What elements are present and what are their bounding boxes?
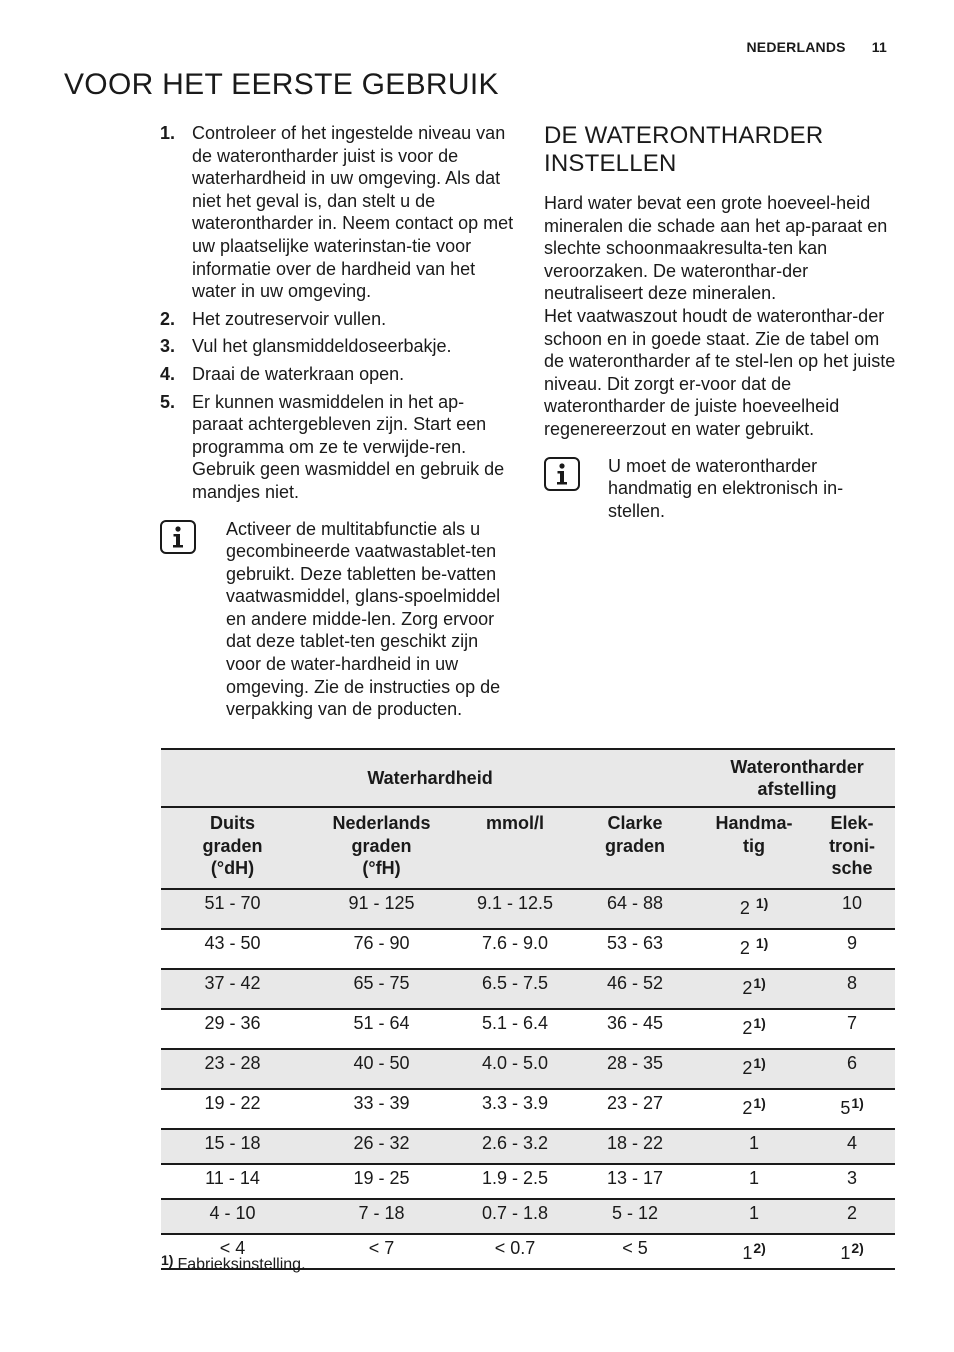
footnote-marker: 1) bbox=[161, 1252, 174, 1268]
table-cell-electronic bbox=[809, 1164, 895, 1199]
table-cell-dh: 43 - 50 bbox=[161, 929, 304, 969]
footnote-text: Fabrieksinstelling. bbox=[177, 1256, 306, 1273]
section-title-line2: INSTELLEN bbox=[544, 150, 677, 177]
table-cell-mmol: 0.7 - 1.8 bbox=[459, 1199, 571, 1234]
table-cell-clarke: 36 - 45 bbox=[571, 1009, 699, 1049]
cell-value: 2 bbox=[742, 1018, 753, 1038]
page-title: VOOR HET EERSTE GEBRUIK bbox=[64, 68, 499, 101]
table-cell-dh: 23 - 28 bbox=[161, 1049, 304, 1089]
column-header bbox=[809, 807, 895, 889]
table-cell-mmol: 3.3 - 3.9 bbox=[459, 1089, 571, 1129]
table-cell-dh: 11 - 14 bbox=[161, 1164, 304, 1199]
column-header bbox=[304, 807, 459, 889]
table-group-header-row bbox=[161, 749, 895, 807]
table-cell-mmol: 7.6 - 9.0 bbox=[459, 929, 571, 969]
table-row bbox=[161, 1009, 895, 1049]
table-row bbox=[161, 1089, 895, 1129]
table-cell-dh: 37 - 42 bbox=[161, 969, 304, 1009]
footnote-ref: 1) bbox=[753, 1055, 766, 1071]
table-cell-clarke: 46 - 52 bbox=[571, 969, 699, 1009]
table-cell-clarke: 53 - 63 bbox=[571, 929, 699, 969]
footnote-ref: 1) bbox=[753, 1095, 766, 1111]
column-header-line: Handma- bbox=[715, 813, 793, 833]
footnote-ref: 1) bbox=[755, 895, 769, 911]
table-cell-mmol: 2.6 - 3.2 bbox=[459, 1129, 571, 1164]
table-cell-electronic bbox=[809, 889, 895, 929]
table-cell-manual bbox=[699, 1049, 809, 1089]
cell-value: 1 bbox=[742, 1243, 753, 1263]
footnote-ref: 1) bbox=[753, 975, 766, 991]
table-cell-clarke: 64 - 88 bbox=[571, 889, 699, 929]
step-item bbox=[160, 363, 515, 386]
column-header-line: graden bbox=[605, 835, 666, 856]
column-header-line: troni- bbox=[829, 835, 876, 856]
cell-value: 2 bbox=[742, 978, 753, 998]
group-header-waterontharder bbox=[699, 749, 895, 807]
table-column-header-row bbox=[161, 807, 895, 889]
cell-value: 4 bbox=[847, 1133, 858, 1153]
cell-value: 1 bbox=[749, 1133, 760, 1153]
table-cell-clarke: < 5 bbox=[571, 1234, 699, 1269]
cell-value: 2 bbox=[742, 1058, 753, 1078]
step-item bbox=[160, 122, 515, 303]
column-header-line: sche bbox=[831, 858, 873, 878]
footnote-ref: 1) bbox=[755, 935, 769, 951]
table-cell-dh: 4 - 10 bbox=[161, 1199, 304, 1234]
column-header-line: Nederlands bbox=[332, 813, 431, 833]
group-header-line2: afstelling bbox=[757, 779, 837, 799]
table-cell-manual bbox=[699, 1009, 809, 1049]
table-cell-clarke: 18 - 22 bbox=[571, 1129, 699, 1164]
steps-list bbox=[160, 122, 515, 504]
table-cell-manual bbox=[699, 929, 809, 969]
table-cell-fh: 40 - 50 bbox=[304, 1049, 459, 1089]
step-text: Draai de waterkraan open. bbox=[192, 363, 405, 384]
header-language: NEDERLANDS bbox=[746, 39, 846, 55]
info-icon bbox=[160, 520, 196, 554]
column-header-line: tig bbox=[743, 835, 766, 856]
cell-value: 2 bbox=[742, 1098, 753, 1118]
cell-value: 8 bbox=[847, 973, 858, 993]
table-cell-mmol: 4.0 - 5.0 bbox=[459, 1049, 571, 1089]
table-cell-fh: 65 - 75 bbox=[304, 969, 459, 1009]
step-number: 4. bbox=[160, 363, 176, 384]
cell-value: 5 bbox=[840, 1098, 851, 1118]
cell-value: 2 bbox=[739, 898, 755, 918]
table-cell-mmol: 9.1 - 12.5 bbox=[459, 889, 571, 929]
cell-value: 2 bbox=[739, 938, 755, 958]
table-cell-electronic bbox=[809, 1234, 895, 1269]
page-number: 11 bbox=[871, 39, 887, 55]
table-row bbox=[161, 1199, 895, 1234]
table-cell-electronic bbox=[809, 1049, 895, 1089]
note-text: Activeer de multitabfunctie als u gecombineerde vaatwastablet-ten gebruikt. Deze tabletten be-vatten vaatwasmiddel, glans-spoelmiddel en andere midde-len. Zorg ervoor dat deze tablet-ten geschikt zijn voor de water-hardheid in uw omgeving. Zie de instructies op de verpakking van de producten. bbox=[226, 518, 501, 720]
table-cell-mmol: 5.1 - 6.4 bbox=[459, 1009, 571, 1049]
table-cell-fh: 51 - 64 bbox=[304, 1009, 459, 1049]
footnote-ref: 1) bbox=[851, 1095, 864, 1111]
table-cell-clarke: 13 - 17 bbox=[571, 1164, 699, 1199]
table-cell-clarke: 5 - 12 bbox=[571, 1199, 699, 1234]
step-item bbox=[160, 391, 515, 504]
column-header-line: (°fH) bbox=[362, 858, 401, 878]
page-header bbox=[746, 39, 887, 55]
table-cell-clarke: 28 - 35 bbox=[571, 1049, 699, 1089]
table-cell-electronic bbox=[809, 1129, 895, 1164]
table-row bbox=[161, 969, 895, 1009]
column-header-line: Clarke bbox=[607, 813, 663, 833]
group-header-line1: Waterontharder bbox=[730, 757, 864, 777]
section-paragraph-2: Het vaatwaszout houdt de wateronthar-der schoon en in goede staat. Zie de tabel om de waterontharder af te stel-len op het juiste niveau. Dit zorgt er-voor dat de waterontharder de juiste hoeveelheid regenereerzout en water gebruikt. bbox=[544, 305, 896, 439]
footnote bbox=[161, 1252, 306, 1274]
table-cell-dh: 15 - 18 bbox=[161, 1129, 304, 1164]
table-cell-manual bbox=[699, 1164, 809, 1199]
table-row bbox=[161, 1129, 895, 1164]
cell-value: 3 bbox=[847, 1168, 858, 1188]
table-cell-fh: 76 - 90 bbox=[304, 929, 459, 969]
table-cell-clarke: 23 - 27 bbox=[571, 1089, 699, 1129]
table-cell-mmol: < 0.7 bbox=[459, 1234, 571, 1269]
table-cell-manual bbox=[699, 889, 809, 929]
footnote-ref: 2) bbox=[753, 1240, 766, 1256]
column-header-line: Elek- bbox=[830, 813, 874, 833]
table-cell-electronic bbox=[809, 969, 895, 1009]
table-row bbox=[161, 889, 895, 929]
table-cell-fh: 7 - 18 bbox=[304, 1199, 459, 1234]
table-row bbox=[161, 1049, 895, 1089]
cell-value: 9 bbox=[847, 933, 858, 953]
column-header-line: mmol/l bbox=[485, 813, 544, 833]
step-number: 1. bbox=[160, 123, 176, 143]
column-header bbox=[571, 807, 699, 889]
table-cell-manual bbox=[699, 1199, 809, 1234]
table-cell-manual bbox=[699, 1234, 809, 1269]
table-cell-mmol: 6.5 - 7.5 bbox=[459, 969, 571, 1009]
table-cell-dh: 51 - 70 bbox=[161, 889, 304, 929]
left-column bbox=[160, 122, 515, 721]
table-cell-manual bbox=[699, 1129, 809, 1164]
column-header-line: graden bbox=[351, 835, 412, 856]
note-softener bbox=[544, 455, 896, 523]
step-number: 2. bbox=[160, 308, 176, 329]
table-cell-manual bbox=[699, 1089, 809, 1129]
table-cell-fh: < 7 bbox=[304, 1234, 459, 1269]
cell-value: 7 bbox=[847, 1013, 858, 1033]
table-cell-electronic bbox=[809, 929, 895, 969]
table-cell-mmol: 1.9 - 2.5 bbox=[459, 1164, 571, 1199]
column-header-line: Duits bbox=[210, 813, 255, 833]
cell-value: 1 bbox=[749, 1168, 760, 1188]
step-text: Het zoutreservoir vullen. bbox=[192, 308, 387, 329]
step-text: Vul het glansmiddeldoseerbakje. bbox=[192, 336, 452, 357]
step-item bbox=[160, 335, 515, 358]
table-cell-dh: 29 - 36 bbox=[161, 1009, 304, 1049]
table-row bbox=[161, 1164, 895, 1199]
right-column bbox=[544, 122, 896, 522]
cell-value: 10 bbox=[842, 893, 863, 913]
step-number: 5. bbox=[160, 391, 176, 412]
table-cell-fh: 26 - 32 bbox=[304, 1129, 459, 1164]
group-header-waterhardheid: Waterhardheid bbox=[161, 749, 699, 807]
table-cell-fh: 19 - 25 bbox=[304, 1164, 459, 1199]
table-row bbox=[161, 929, 895, 969]
column-header-line: graden bbox=[202, 835, 263, 856]
column-header bbox=[161, 807, 304, 889]
table-cell-manual bbox=[699, 969, 809, 1009]
column-header-line: (°dH) bbox=[210, 858, 255, 878]
table-cell-electronic bbox=[809, 1199, 895, 1234]
note-text: U moet de waterontharder handmatig en elektronisch in-stellen. bbox=[608, 455, 844, 521]
cell-value: 1 bbox=[840, 1243, 851, 1263]
step-text: Controleer of het ingestelde niveau van de waterontharder juist is voor de waterhardheid in uw omgeving. Als dat niet het geval is, dan stelt u de waterontharder in. Neem contact op met uw plaatselijke waterinstan-tie voor informatie over de hardheid van het water in uw omgeving. bbox=[192, 123, 514, 302]
step-item bbox=[160, 308, 515, 331]
column-header bbox=[459, 807, 571, 889]
column-header bbox=[699, 807, 809, 889]
table-cell-dh: < 4 bbox=[161, 1234, 304, 1269]
section-title bbox=[544, 122, 896, 178]
footnote-ref: 1) bbox=[753, 1015, 766, 1031]
step-text: Er kunnen wasmiddelen in het ap-paraat achtergebleven zijn. Start een programma om ze te verwijde-ren. Gebruik geen wasmiddel en gebruik de mandjes niet. bbox=[192, 391, 505, 502]
step-number: 3. bbox=[160, 336, 176, 357]
info-icon bbox=[544, 457, 580, 491]
cell-value: 1 bbox=[749, 1203, 760, 1223]
table-cell-electronic bbox=[809, 1009, 895, 1049]
table-cell-fh: 33 - 39 bbox=[304, 1089, 459, 1129]
footnote-ref: 2) bbox=[851, 1240, 864, 1256]
note-multitab bbox=[160, 518, 515, 721]
section-paragraph-1: Hard water bevat een grote hoeveel-heid mineralen die schade aan het ap-paraat en slechte schoonmaakresulta-ten kan veroorzaken. De wateronthar-der neutraliseert deze mineralen. bbox=[544, 193, 888, 304]
water-hardness-table bbox=[161, 748, 895, 1270]
table-cell-dh: 19 - 22 bbox=[161, 1089, 304, 1129]
cell-value: 2 bbox=[847, 1203, 858, 1223]
section-title-line1: DE WATERONTHARDER bbox=[544, 122, 824, 149]
table-cell-electronic bbox=[809, 1089, 895, 1129]
table-cell-fh: 91 - 125 bbox=[304, 889, 459, 929]
cell-value: 6 bbox=[847, 1053, 858, 1073]
